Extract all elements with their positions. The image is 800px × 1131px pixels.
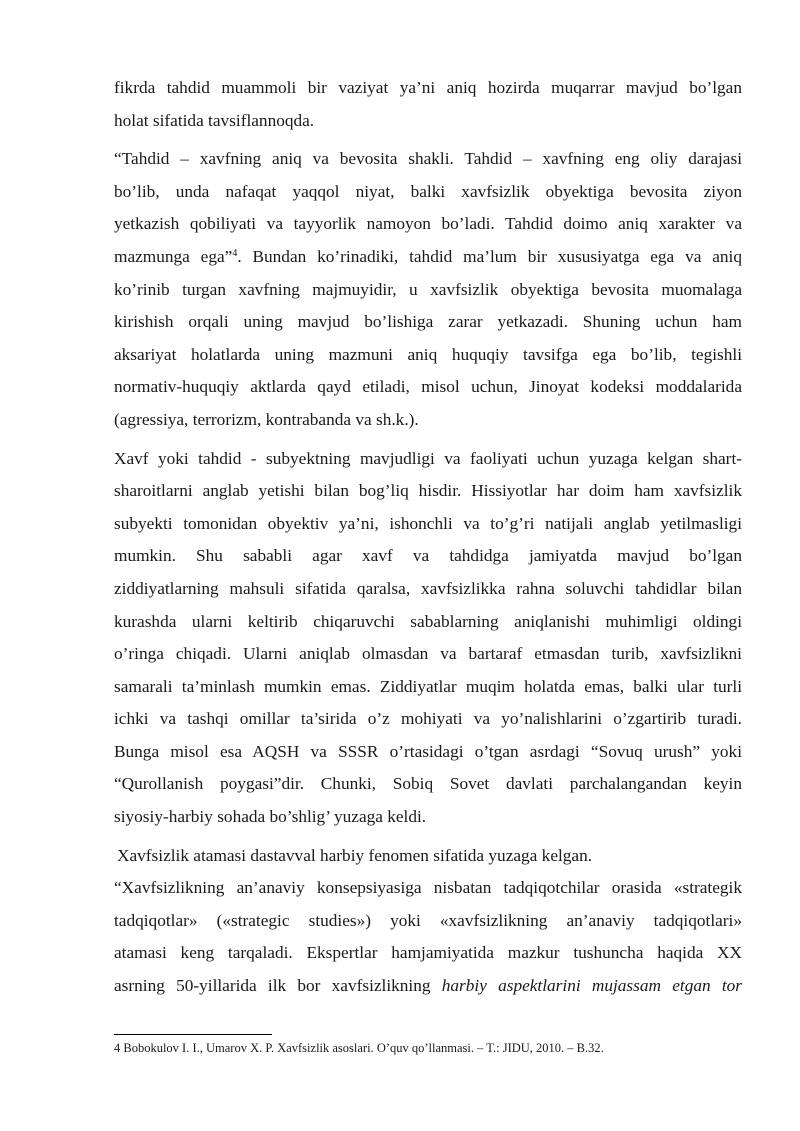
text-line: mumkin. Shu sababli agar xavf va tahdidga jamiyatda mavjud bo’lgan bbox=[114, 546, 742, 566]
text-line: holat sifatida tavsiflannoqda. bbox=[114, 110, 315, 130]
text-line: kurashda ularni keltirib chiqaruvchi sabablarning aniqlanishi muhimligi oldingi bbox=[114, 611, 742, 631]
text-line bbox=[114, 241, 742, 274]
text-line: kirishish orqali uning mavjud bo’lishiga zarar yetkazadi. Shuning uchun ham bbox=[114, 312, 742, 332]
text-line: o’ringa chiqadi. Ularni aniqlab olmasdan va bartaraf etmasdan turib, xavfsizlikni bbox=[114, 644, 742, 664]
text-line: bo’lib, unda nafaqat yaqqol niyat, balki xavfsizlik obyektiga bevosita ziyon bbox=[114, 181, 742, 201]
text-line: fikrda tahdid muammoli bir vaziyat ya’ni aniq hozirda muqarrar mavjud bo’lgan bbox=[114, 78, 742, 97]
paragraph-5 bbox=[114, 872, 742, 1002]
paragraph-1 bbox=[114, 72, 742, 137]
text-line: atamasi keng tarqaladi. Ekspertlar hamjamiyatida mazkur tushuncha haqida XX bbox=[114, 943, 742, 963]
text-line: ziddiyatlarning mahsuli sifatida qaralsa, xavfsizlikka rahna soluvchi tahdidlar bilan bbox=[114, 578, 742, 598]
text-line: Xavf yoki tahdid - subyektning mavjudligi va faoliyati uchun yuzaga kelgan shart- bbox=[114, 448, 742, 468]
paragraph-3 bbox=[114, 443, 742, 834]
footnote: 4 Bobokulov I. I., Umarov X. P. Xavfsizlik asoslari. O’quv qo’llanmasi. – T.: JIDU, 2010. – B.32. bbox=[114, 1041, 604, 1055]
text-fragment: asrning 50-yillarida ilk bor xavfsizlikning bbox=[114, 976, 442, 996]
text-line: “Tahdid – xavfning aniq va bevosita shakli. Tahdid – xavfning eng oliy darajasi bbox=[114, 149, 742, 169]
text-line: “Xavfsizlikning an’anaviy konsepsiyasiga nisbatan tadqiqotchilar orasida «strategik bbox=[114, 878, 742, 898]
text-line: Bunga misol esa AQSH va SSSR o’rtasidagi o’tgan asrdagi “Sovuq urush” yoki bbox=[114, 741, 742, 761]
paragraph-2 bbox=[114, 143, 742, 436]
text-line: normativ-huquqiy aktlarda qayd etiladi, misol uchun, Jinoyat kodeksi moddalarida bbox=[114, 377, 742, 397]
text-fragment: mazmunga ega” bbox=[114, 246, 233, 266]
text-line bbox=[114, 970, 742, 1003]
text-line: aksariyat holatlarda uning mazmuni aniq huquqiy tavsifga ega bo’lib, tegishli bbox=[114, 344, 742, 364]
footnote-separator bbox=[114, 1034, 272, 1035]
text-line: sharoitlarni anglab yetishi bilan bog’liq hisdir. Hissiyotlar har doim ham xavfsizlik bbox=[114, 481, 742, 501]
text-line: siyosiy-harbiy sohada bo’shlig’ yuzaga keldi. bbox=[114, 807, 427, 827]
text-line: ko’rinib turgan xavfning majmuyidir, u xavfsizlik obyektiga bevosita muomalaga bbox=[114, 279, 742, 299]
text-line: “Qurollanish poygasi”dir. Chunki, Sobiq Sovet davlati parchalangandan keyin bbox=[114, 774, 742, 794]
text-line: samarali ta’minlash mumkin emas. Ziddiyatlar muqim holatda emas, balki ular turli bbox=[114, 676, 742, 696]
footnote-reference[interactable]: 4 bbox=[232, 247, 238, 259]
text-line: subyekti tomonidan obyektiv ya’ni, ishonchli va to’g’ri natijali anglab yetilmasligi bbox=[114, 513, 742, 533]
text-line: tadqiqotlar» («strategic studies») yoki «xavfsizlikning an’anaviy tadqiqotlari» bbox=[114, 910, 742, 930]
paragraph-4 bbox=[114, 840, 742, 873]
text-line: Xavfsizlik atamasi dastavval harbiy fenomen sifatida yuzaga kelgan. bbox=[117, 845, 593, 865]
text-line: yetkazish qobiliyati va tayyorlik namoyon bo’ladi. Tahdid doimo aniq xarakter va bbox=[114, 214, 742, 234]
text-line: ichki va tashqi omillar ta’sirida o’z mohiyati va yo’nalishlarini o’zgartirib turadi. bbox=[114, 709, 742, 729]
text-line: (agressiya, terrorizm, kontrabanda va sh.k.). bbox=[114, 409, 419, 429]
body-text bbox=[114, 72, 742, 1003]
text-fragment: . Bundan ko’rinadiki, tahdid ma’lum bir xususiyatga ega va aniq bbox=[237, 246, 742, 266]
italic-text: harbiy aspektlarini mujassam etgan tor bbox=[441, 976, 742, 996]
